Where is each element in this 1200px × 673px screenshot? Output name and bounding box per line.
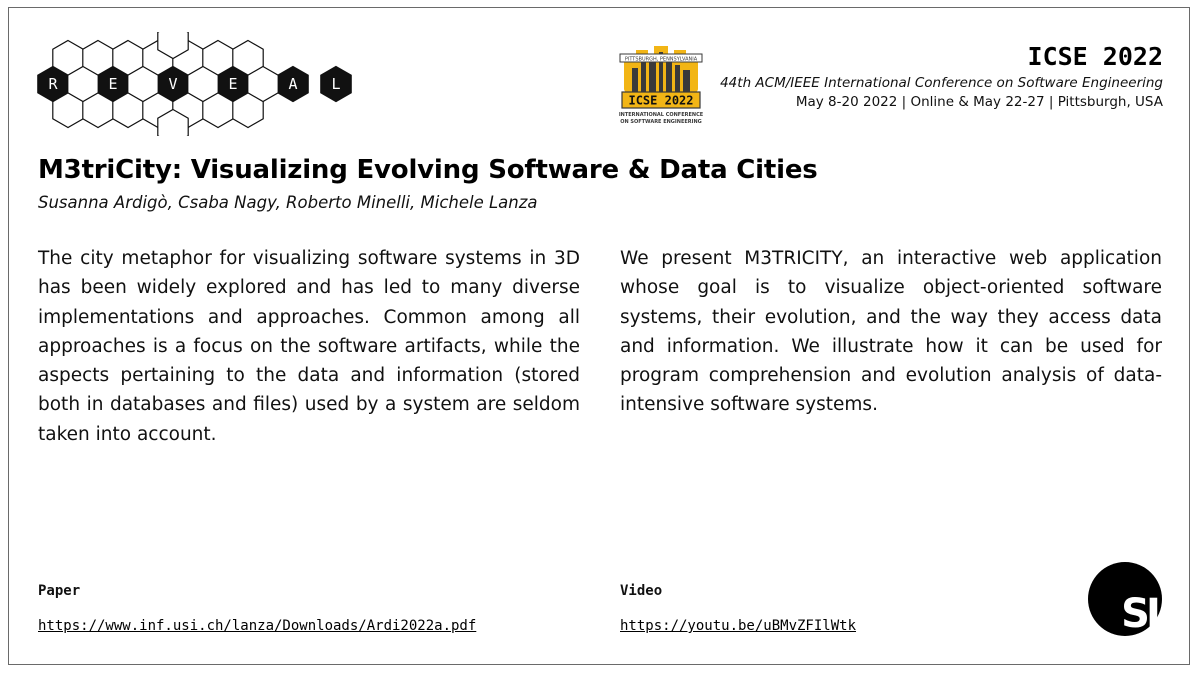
reveal-letter: E bbox=[108, 75, 118, 93]
paper-title: M3triCity: Visualizing Evolving Software & Data Cities bbox=[38, 155, 818, 185]
paper-authors: Susanna Ardigò, Csaba Nagy, Roberto Minelli, Michele Lanza bbox=[38, 193, 538, 212]
icse-logo-banner: PITTSBURGH, PENNSYLVANIA bbox=[624, 56, 698, 63]
icse-logo-subtitle-2: ON SOFTWARE ENGINEERING bbox=[620, 119, 702, 125]
abstract-left-column: The city metaphor for visualizing software systems in 3D has been widely explored and has led to many diverse implementations and approaches. Common among all approaches is a focus on the software artifacts, while the aspects pertaining to the data and information (stored both in databases and files) used by a system are seldom taken into account. bbox=[38, 248, 580, 445]
icse-logo-year: ICSE 2022 bbox=[628, 93, 694, 108]
reveal-letter: L bbox=[331, 75, 341, 93]
reveal-letter: R bbox=[48, 75, 58, 93]
conference-dates: May 8-20 2022 | Online & May 22-27 | Pittsburgh, USA bbox=[795, 94, 1163, 110]
reveal-letter: A bbox=[288, 75, 298, 93]
reveal-hexagon-logo bbox=[30, 32, 360, 136]
si-logo bbox=[1087, 561, 1163, 637]
conference-name: 44th ACM/IEEE International Conference on Software Engineering bbox=[720, 75, 1163, 91]
paper-link-label: Paper bbox=[38, 583, 81, 599]
reveal-letter: V bbox=[168, 75, 178, 93]
video-link-label: Video bbox=[620, 583, 663, 599]
si-logo-text: SI bbox=[1121, 591, 1157, 637]
reveal-letter: E bbox=[228, 75, 238, 93]
paper-link[interactable]: https://www.inf.usi.ch/lanza/Downloads/Ardi2022a.pdf bbox=[38, 618, 477, 634]
conference-title: ICSE 2022 bbox=[1027, 42, 1163, 71]
conference-info bbox=[720, 42, 1163, 112]
video-link[interactable]: https://youtu.be/uBMvZFIlWtk bbox=[620, 618, 857, 634]
icse-2022-logo bbox=[614, 42, 708, 128]
icse-logo-subtitle-1: INTERNATIONAL CONFERENCE bbox=[618, 112, 704, 118]
abstract-right-column: We present M3TRICITY, an interactive web application whose goal is to visualize object-oriented software systems, their evolution, and the way they access data and information. We illustrate how it can be used for program comprehension and evolution analysis of data-intensive software systems. bbox=[620, 248, 1162, 416]
